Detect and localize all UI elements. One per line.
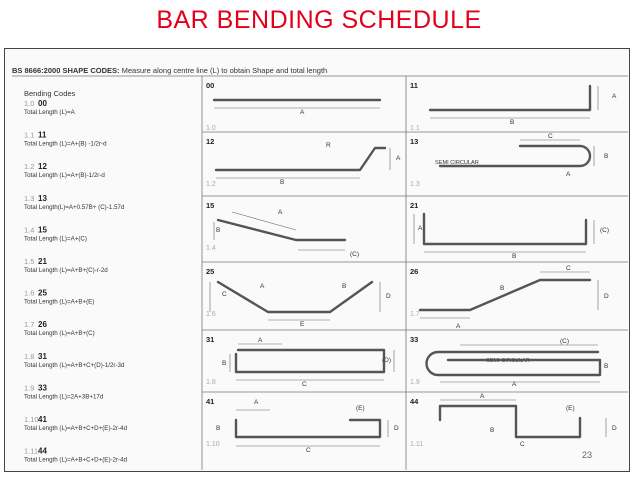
code-number: 25 <box>38 288 47 298</box>
dimension-label: A <box>254 399 259 406</box>
dimension-label: B <box>604 153 609 160</box>
shape-index: 1.10 <box>206 441 220 448</box>
shape-index: 1.1 <box>410 125 420 132</box>
code-index: 1.2 <box>24 162 35 172</box>
semi-circular-label: SEMI CIRCULAR <box>435 160 479 166</box>
code-index: 1.7 <box>24 320 35 330</box>
code-formula: Total Length (L)=A+(B) -1/2r-d <box>24 140 107 148</box>
code-number: 33 <box>38 383 47 393</box>
slide-title: BAR BENDING SCHEDULE <box>156 6 482 34</box>
page-number: 23 <box>582 450 593 460</box>
code-formula: Total Length (L)=A+B+(C) <box>24 330 95 338</box>
dimension-label: A <box>480 393 485 400</box>
code-number: 11 <box>38 130 47 140</box>
dimension-label: D <box>612 425 617 432</box>
code-index: 1.8 <box>24 351 35 361</box>
dimension-label: A <box>612 93 617 100</box>
code-index: 1.5 <box>24 257 35 266</box>
dimension-label: (E) <box>566 405 575 412</box>
shape-index: 1.11 <box>410 441 424 448</box>
code-formula: Total Length (L)=A+B+C+D+(E)-2r-4d <box>24 456 128 464</box>
shape-code: 11 <box>410 81 418 90</box>
code-index: 1.1 <box>24 130 35 140</box>
code-number: 12 <box>38 162 47 172</box>
dimension-label: A <box>512 381 517 388</box>
shape-code: 41 <box>206 397 215 406</box>
dimension-label: (C) <box>350 251 360 258</box>
code-formula: Total Length (L)=A+(C) <box>24 235 87 243</box>
dimension-label: A <box>258 337 263 344</box>
code-formula: Total Length (L)=A <box>24 109 75 116</box>
dimension-label: B <box>510 119 515 126</box>
dimension-label: (D) <box>382 357 392 364</box>
shape-index: 1.3 <box>410 181 420 188</box>
dimension-label: C <box>222 291 227 298</box>
code-index: 1.10 <box>24 415 39 424</box>
shape-code: 26 <box>410 267 419 276</box>
dimension-label: A <box>396 155 401 162</box>
dimension-label: (E) <box>356 405 365 412</box>
shape-index: 1.0 <box>206 125 216 132</box>
code-index: 1.0 <box>24 99 35 108</box>
dimension-label: D <box>604 293 609 300</box>
code-formula: Total Length (L)=A+(B)-1/2r-d <box>24 172 105 180</box>
shape-cells <box>206 81 617 454</box>
code-number: 44 <box>38 446 47 456</box>
shape-code: 25 <box>206 267 215 276</box>
code-number: 31 <box>38 351 47 361</box>
dimension-label: B <box>604 363 609 370</box>
dimension-label: (C) <box>600 227 610 234</box>
dimension-label: C <box>566 265 571 272</box>
bending-codes-heading: Bending Codes <box>24 89 76 98</box>
shape-index: 1.2 <box>206 181 216 188</box>
shape-index: 1.9 <box>410 379 420 386</box>
shape-index: 1.6 <box>206 311 216 318</box>
sheet-header-text: Measure along centre line (L) to obtain Shape and total length <box>121 66 328 75</box>
shape-code: 31 <box>206 335 215 344</box>
shape-index: 1.4 <box>206 245 216 252</box>
code-index: 1.11 <box>24 446 39 456</box>
code-number: 15 <box>38 225 47 235</box>
code-index: 1.6 <box>24 288 35 298</box>
dimension-label: (C) <box>560 338 570 345</box>
shape-code: 44 <box>410 397 419 406</box>
dimension-label: B <box>280 179 285 186</box>
shape-code: 00 <box>206 81 215 90</box>
shape-code: 12 <box>206 137 215 146</box>
code-formula: Total Length (L)=A+B+C+(D)-1/2r-3d <box>24 361 125 369</box>
code-number: 13 <box>38 193 47 203</box>
code-formula: Total Length (L)=A+B+C+D+(E)-2r-4d <box>24 425 128 432</box>
dimension-label: A <box>456 323 461 330</box>
shape-code: 33 <box>410 335 419 344</box>
code-formula: Total Length (L)=A+B+(C)-r-2d <box>24 267 108 274</box>
dimension-label: D <box>386 293 391 300</box>
dimension-label: C <box>520 441 525 448</box>
shape-code: 13 <box>410 137 419 146</box>
shape-code: 15 <box>206 201 215 210</box>
code-formula: Total Length (L)=2A+3B+17d <box>24 393 104 401</box>
bending-codes-list <box>24 99 128 464</box>
dimension-label: A <box>566 171 571 178</box>
code-formula: Total Length(L)=A+0.57B+ (C)-1.57d <box>24 203 125 211</box>
shape-index: 1.7 <box>410 311 420 318</box>
shape-code: 21 <box>410 201 419 210</box>
shape-index: 1.8 <box>206 379 216 386</box>
dimension-label: C <box>306 447 311 454</box>
code-index: 1.4 <box>24 225 35 235</box>
dimension-label: B <box>500 285 505 292</box>
dimension-label: E <box>300 321 305 328</box>
dimension-label: A <box>278 209 283 216</box>
code-number: 41 <box>38 415 47 424</box>
dimension-label: A <box>260 283 265 290</box>
dimension-label: B <box>342 283 347 290</box>
dimension-label: B <box>222 360 227 367</box>
code-number: 26 <box>38 320 47 330</box>
code-index: 1.9 <box>24 383 35 393</box>
code-number: 21 <box>38 257 47 266</box>
dimension-label: A <box>418 225 423 232</box>
dimension-label: B <box>216 227 221 234</box>
code-formula: Total Length (L)=A+B+(E) <box>24 298 95 306</box>
dimension-label: D <box>394 425 399 432</box>
code-index: 1.3 <box>24 193 35 203</box>
sheet-header-bold: BS 8666:2000 SHAPE CODES: <box>12 66 120 75</box>
dimension-label: A <box>300 109 305 116</box>
dimension-label: C <box>548 133 553 140</box>
dimension-label: B <box>490 427 495 434</box>
code-number: 00 <box>38 99 47 108</box>
dimension-label: R <box>326 142 331 149</box>
dimension-label: B <box>216 425 221 432</box>
dimension-label: C <box>302 381 307 388</box>
semi-circular-label: SEMI CIRCULAR <box>486 358 530 364</box>
dimension-label: B <box>512 253 517 260</box>
